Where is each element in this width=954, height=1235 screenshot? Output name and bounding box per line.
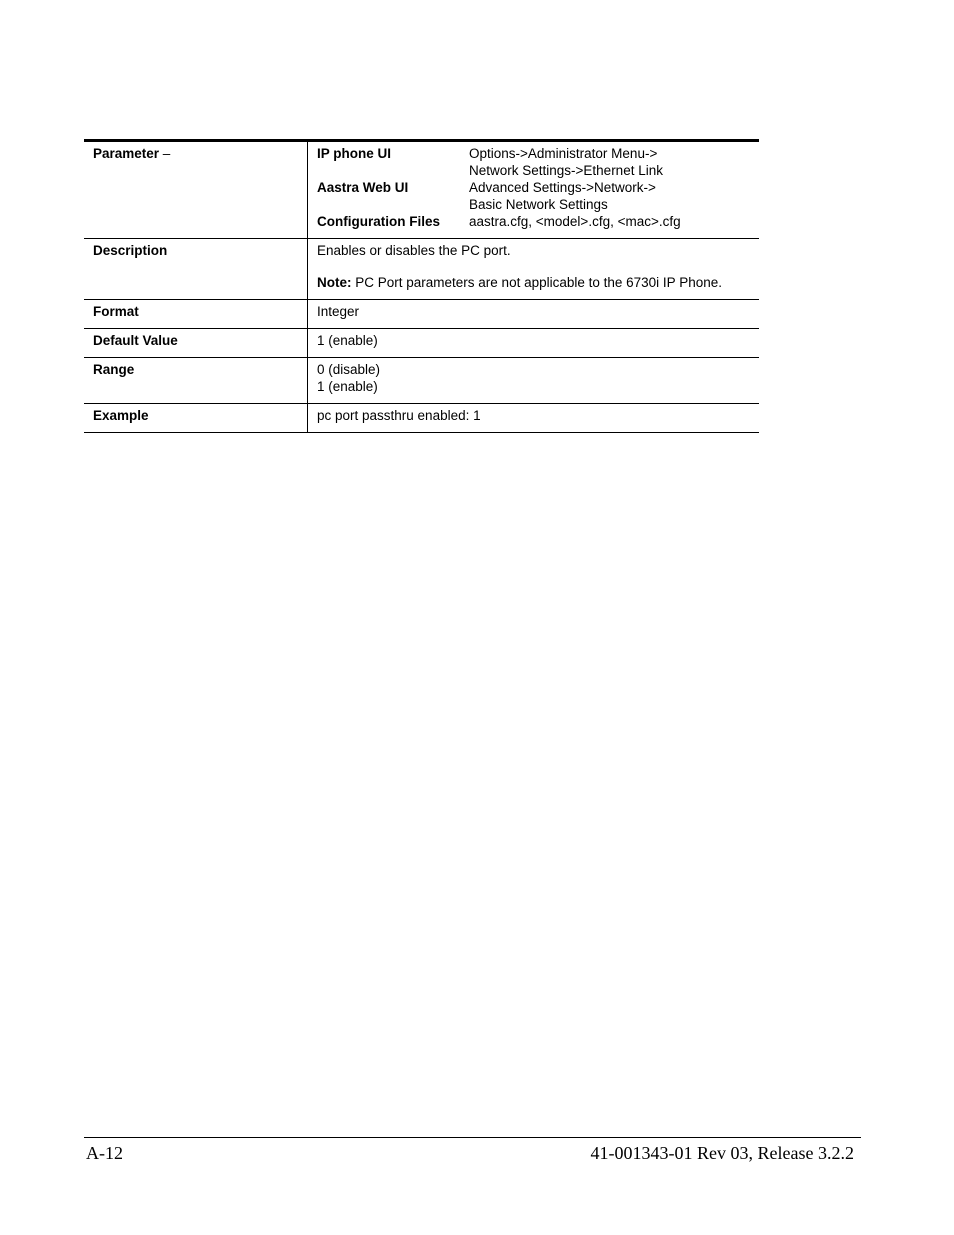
footer-rule bbox=[84, 1137, 861, 1138]
label-format: Format bbox=[84, 300, 308, 329]
location-value-aastra-web-ui bbox=[469, 179, 759, 213]
page-number: A-12 bbox=[86, 1143, 123, 1163]
location-line: Options->Administrator Menu-> bbox=[469, 146, 658, 161]
location-value-ip-phone-ui bbox=[469, 145, 759, 179]
label-default-value: Default Value bbox=[84, 329, 308, 358]
table-row-description bbox=[84, 239, 759, 300]
table-row-format bbox=[84, 300, 759, 329]
location-key-ip-phone-ui: IP phone UI bbox=[317, 146, 392, 161]
table-row-default-value bbox=[84, 329, 759, 358]
parameter-locations bbox=[317, 145, 759, 230]
location-value-configuration-files bbox=[469, 213, 759, 230]
value-parameter bbox=[308, 141, 760, 239]
parameter-label-bold: Parameter bbox=[93, 146, 160, 161]
label-description: Description bbox=[84, 239, 308, 300]
note-text: PC Port parameters are not applicable to the 6730i IP Phone. bbox=[351, 275, 722, 290]
location-line: Basic Network Settings bbox=[469, 197, 608, 212]
description-text: Enables or disables the PC port. bbox=[317, 243, 511, 258]
range-value: 0 (disable) bbox=[317, 362, 381, 377]
value-range bbox=[308, 358, 760, 404]
parameter-label-dash: – bbox=[159, 146, 171, 161]
range-value: 1 (enable) bbox=[317, 379, 378, 394]
value-default-value: 1 (enable) bbox=[308, 329, 760, 358]
location-line: aastra.cfg, <model>.cfg, <mac>.cfg bbox=[469, 214, 681, 229]
label-range: Range bbox=[84, 358, 308, 404]
label-example: Example bbox=[84, 404, 308, 433]
location-line: Advanced Settings->Network-> bbox=[469, 180, 656, 195]
note-label: Note: bbox=[317, 275, 352, 290]
document-id: 41-001343-01 Rev 03, Release 3.2.2 bbox=[590, 1143, 854, 1163]
table-row-example bbox=[84, 404, 759, 433]
location-line: Network Settings->Ethernet Link bbox=[469, 163, 663, 178]
value-description bbox=[308, 239, 760, 300]
value-format: Integer bbox=[308, 300, 760, 329]
table-row-range bbox=[84, 358, 759, 404]
parameter-table bbox=[84, 139, 759, 433]
label-parameter bbox=[84, 141, 308, 239]
location-key-aastra-web-ui: Aastra Web UI bbox=[317, 180, 409, 195]
location-key-configuration-files: Configuration Files bbox=[317, 214, 440, 229]
table-row-parameter bbox=[84, 141, 759, 239]
value-example: pc port passthru enabled: 1 bbox=[308, 404, 760, 433]
description-note bbox=[317, 274, 759, 291]
